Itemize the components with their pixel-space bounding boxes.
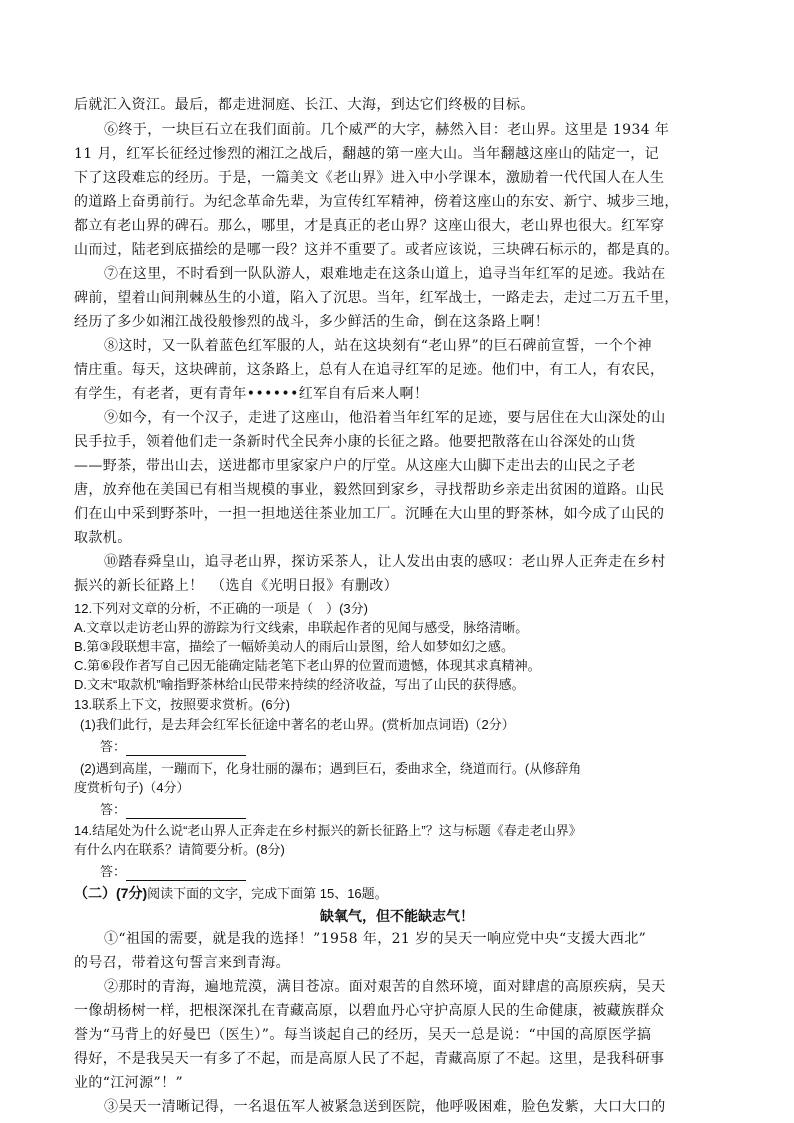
passage-line: 取款机。	[74, 530, 132, 546]
passage-line: ⑨如今，有一个汉子，走进了这座山，他沿着当年红军的足迹，要与居住在大山深处的山	[104, 410, 666, 426]
passage-line: 振兴的新长征路上！ （选自《光明日报》有删改）	[74, 578, 399, 594]
passage-line: 们在山中采到野茶叶，一担一担地送往茶业加工厂。沉睡在大山里的野茶林，如今成了山民的	[74, 506, 665, 522]
passage-line: 经历了多少如湘江战役般惨烈的战斗，多少鲜活的生命，倒在这条路上啊！	[74, 314, 550, 330]
passage-line: 一像胡杨树一样，把根深深扎在青藏高原，以碧血丹心守护高原人民的生命健康，被藏族群众	[74, 1003, 665, 1019]
answer-blank[interactable]	[126, 741, 246, 756]
answer-line[interactable]	[100, 801, 246, 819]
answer-line[interactable]	[100, 863, 246, 881]
question-12-option-d: D.文末“取款机”喻指野茶林给山民带来持续的经济收益，写出了山民的获得感。	[74, 677, 525, 692]
answer-blank[interactable]	[126, 804, 246, 819]
question-13-stem: 13.联系上下文，按照要求赏析。(6分)	[74, 697, 290, 712]
passage-line: ——野茶，带出山去，送进都市里家家户户的厅堂。从这座大山脚下走出去的山民之子老	[74, 458, 636, 474]
section-2-instruction: 阅读下面的文字，完成下面第 15、16题。	[147, 886, 388, 901]
question-12-option-c: C.第⑥段作者写自己因无能确定陆老笔下老山界的位置而遗憾，体现其求真精神。	[74, 658, 541, 673]
passage-line: ⑩踏春舜皇山，追寻老山界，探访采茶人，让人发出由衷的感叹：老山界人正奔走在乡村	[104, 554, 666, 570]
passage-line: 山而过，陆老到底描绘的是哪一段？这并不重要了。或者应该说，三块碑石标示的，都是真的。	[74, 242, 679, 258]
passage-line: 的道路上奋勇前行。为纪念革命先辈，为宣传红军精神，傍着这座山的东安、新宁、城步三地，	[74, 194, 679, 210]
section-2-header	[74, 884, 388, 903]
passage-line: 情庄重。每天，这块碑前，这条路上，总有人在追寻红军的足迹。他们中，有工人，有农民，	[74, 362, 665, 378]
answer-blank[interactable]	[126, 866, 246, 881]
passage-line: ⑧这时，又一队着蓝色红军服的人，站在这块刻有“老山界”的巨石碑前宣誓，一个个神	[104, 338, 652, 354]
passage-line: ②那时的青海，遍地荒漠，满目苍凉。面对艰苦的自然环境，面对肆虐的高原疾病，吴天	[104, 979, 666, 995]
answer-line[interactable]	[100, 738, 246, 756]
passage-line: 得好，不是我吴天一有多了不起，而是高原人民了不起，青藏高原了不起。这里，是我科研事	[74, 1051, 665, 1067]
passage-line: 业的“江河源”！”	[74, 1075, 184, 1091]
passage-line: ⑦在这里，不时看到一队队游人，艰难地走在这条山道上，追寻当年红军的足迹。我站在	[104, 266, 666, 282]
question-13-part-2: (2)遇到高崖，一蹦而下，化身壮丽的瀑布；遇到巨石，委曲求全，绕道而行。(从修辞角	[80, 761, 582, 776]
answer-label: 答：	[100, 864, 127, 879]
passage-line: 11 月，红军长征经过惨烈的湘江之战后，翻越的第一座大山。当年翻越这座山的陆定一，记	[74, 146, 660, 162]
passage-line: 后就汇入资江。最后，都走进洞庭、长江、大海，到达它们终极的目标。	[74, 97, 535, 113]
question-13-part-1: (1)我们此行，是去拜会红军长征途中著名的老山界。(赏析加点词语)（2分）	[80, 717, 515, 732]
passage-line: ①“祖国的需要，就是我的选择！”1958 年，21 岁的吴天一响应党中央“支援大西北”	[104, 931, 647, 947]
passage-line: 民手拉手，领着他们走一条新时代全民奔小康的长征之路。他要把散落在山谷深处的山货	[74, 434, 636, 450]
answer-label: 答：	[100, 739, 127, 754]
question-12-option-b: B.第③段联想丰富，描绘了一幅娇美动人的雨后山景图，给人如梦如幻之感。	[74, 639, 514, 654]
passage-line: 誉为“马背上的好曼巴（医生）”。每当谈起自己的经历，吴天一总是说：“中国的高原医学搞	[74, 1027, 652, 1043]
question-12-option-a: A.文章以走访老山界的游踪为行文线索，串联起作者的见闻与感受，脉络清晰。	[74, 620, 529, 635]
question-14-stem-cont: 有什么内在联系？请简要分析。(8分)	[74, 842, 285, 857]
question-14-stem: 14.结尾处为什么说“老山界人正奔走在乡村振兴的新长征路上”？这与标题《春走老山界》	[74, 823, 582, 838]
passage-line: 碑前，望着山间荆棘丛生的小道，陷入了沉思。当年，红军战士，一路走去，走过二万五千里，	[74, 290, 679, 306]
answer-label: 答：	[100, 802, 127, 817]
passage-line: 唐，放弃他在美国已有相当规模的事业，毅然回到家乡，寻找帮助乡亲走出贫困的道路。山民	[74, 482, 665, 498]
question-12-stem: 12.下列对文章的分析，不正确的一项是（ ）(3分)	[74, 601, 368, 616]
passage-line: 都立有老山界的碑石。那么，哪里，才是真正的老山界？这座山很大，老山界也很大。红军穿	[74, 218, 665, 234]
question-13-part-2-cont: 度赏析句子)（4分）	[74, 780, 190, 795]
section-2-title: 缺氧气，但不能缺志气！	[320, 909, 474, 925]
section-2-label: （二）(7分)	[74, 885, 148, 901]
passage-line: ③吴天一清晰记得，一名退伍军人被紧急送到医院，他呼吸困难，脸色发紫，大口大口的	[104, 1099, 666, 1115]
passage-line: ⑥终于，一块巨石立在我们面前。几个威严的大字，赫然入目：老山界。这里是 1934 年	[104, 122, 670, 138]
passage-line: 下了这段难忘的经历。于是，一篇美文《老山界》进入中小学课本，激励着一代代国人在人生	[74, 170, 665, 186]
passage-line: 的号召，带着这句誓言来到青海。	[74, 955, 290, 971]
passage-line: 有学生，有老者，更有青年••••••红军自有后来人啊！	[74, 386, 429, 402]
